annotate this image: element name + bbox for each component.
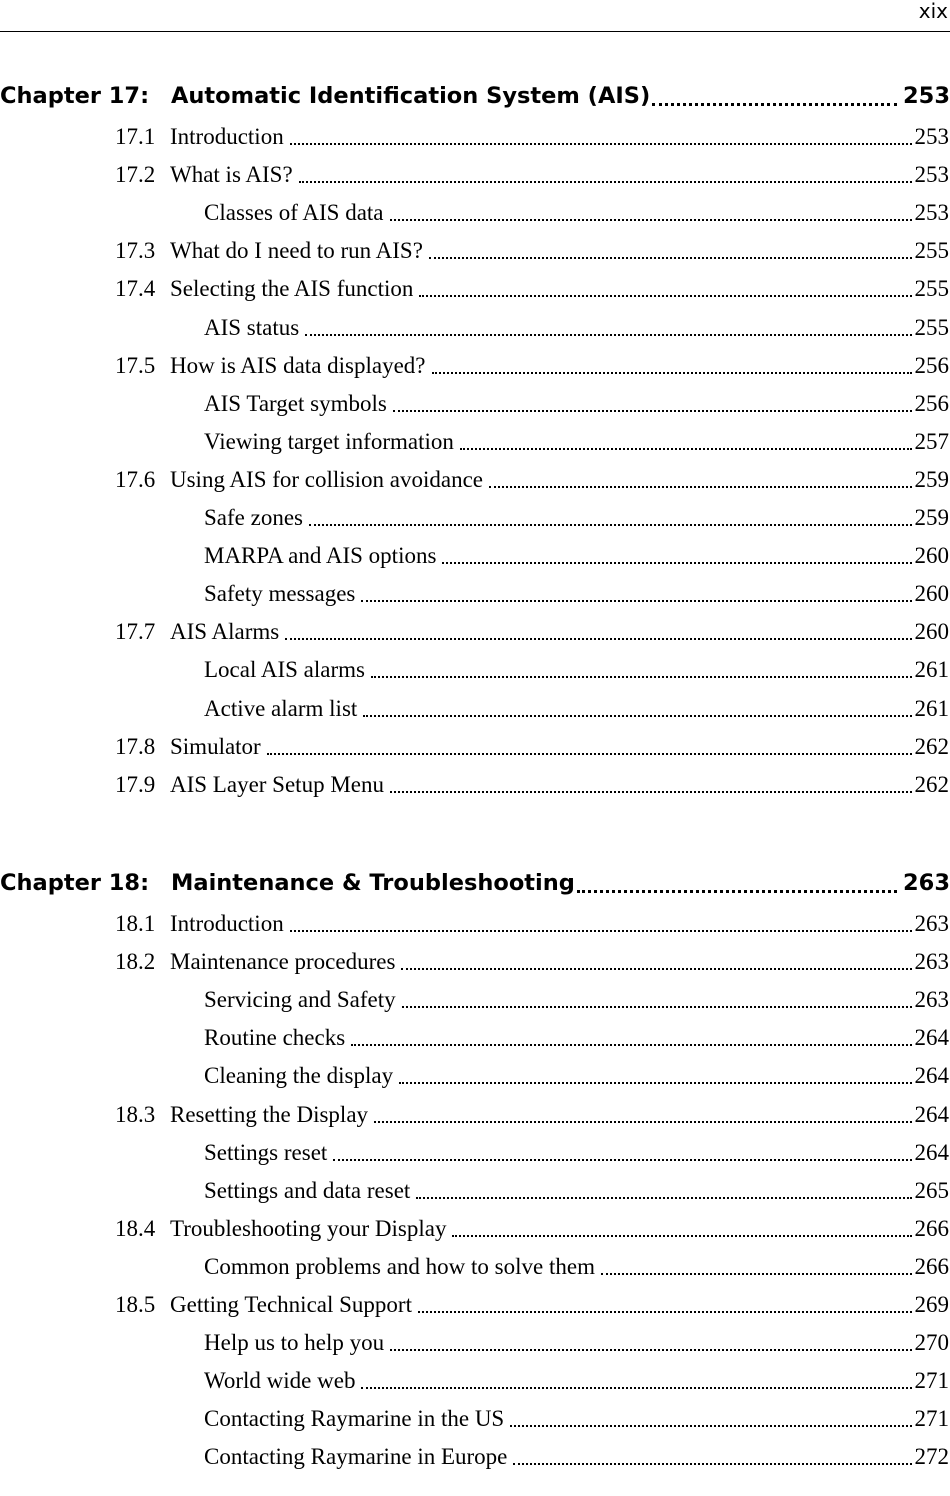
toc-section-entry[interactable] xyxy=(115,274,949,304)
entry-page-number: 263 xyxy=(914,949,949,975)
section-number: 18.5 xyxy=(115,1292,156,1317)
entry-title: Help us to help you xyxy=(204,1330,385,1356)
toc-section-entry[interactable] xyxy=(115,465,949,495)
entry-title: Servicing and Safety xyxy=(204,987,396,1013)
chapter-title: Automatic Identification System (AIS) xyxy=(171,83,651,109)
entry-page-number: 260 xyxy=(914,581,949,607)
toc-section-entry[interactable] xyxy=(115,617,949,647)
entry-page-number: 263 xyxy=(914,911,949,936)
dot-leader xyxy=(351,1044,911,1046)
dot-leader xyxy=(361,600,911,602)
entry-title: Troubleshooting your Display xyxy=(170,1215,447,1241)
dot-leader xyxy=(402,1006,912,1008)
entry-title: What do I need to run AIS? xyxy=(170,238,423,264)
section-number: 17.2 xyxy=(115,162,156,188)
toc-subsection-entry[interactable] xyxy=(204,1328,949,1358)
dot-leader xyxy=(309,524,912,526)
entry-title: Settings reset xyxy=(204,1139,328,1165)
entry-page-number: 255 xyxy=(914,276,949,302)
dot-leader xyxy=(363,715,911,717)
toc-subsection-entry[interactable] xyxy=(204,503,949,533)
dot-leader xyxy=(285,638,911,640)
dot-leader xyxy=(290,143,912,145)
dot-leader xyxy=(267,753,912,755)
entry-page-number: 256 xyxy=(914,390,949,416)
toc-section-entry[interactable] xyxy=(115,770,949,800)
entry-title: Contacting Raymarine in the US xyxy=(204,1406,505,1432)
entry-title: Simulator xyxy=(170,733,261,759)
section-number: 17.4 xyxy=(115,276,156,302)
dot-leader xyxy=(577,890,897,893)
toc-subsection-entry[interactable] xyxy=(204,1061,949,1091)
toc-section-entry[interactable] xyxy=(115,160,949,190)
entry-page-number: 264 xyxy=(914,1101,949,1127)
entry-page-number: 255 xyxy=(914,238,949,264)
toc-subsection-entry[interactable] xyxy=(204,579,949,609)
toc-section-entry[interactable] xyxy=(115,732,949,762)
section-number: 17.5 xyxy=(115,352,156,378)
entry-page-number: 264 xyxy=(914,1139,949,1165)
toc-subsection-entry[interactable] xyxy=(204,1023,949,1053)
dot-leader xyxy=(371,676,912,678)
entry-title: Introduction xyxy=(170,911,284,936)
entry-title: Local AIS alarms xyxy=(204,657,365,683)
entry-page-number: 255 xyxy=(914,314,949,340)
entry-title: Routine checks xyxy=(204,1025,346,1051)
toc-subsection-entry[interactable] xyxy=(204,1442,949,1472)
entry-title: AIS status xyxy=(204,314,300,340)
entry-page-number: 253 xyxy=(914,162,949,188)
toc-subsection-entry[interactable] xyxy=(204,313,949,343)
chapter-page-number: 263 xyxy=(903,870,950,896)
dot-leader xyxy=(393,410,912,412)
section-number: 18.3 xyxy=(115,1101,156,1127)
entry-page-number: 261 xyxy=(914,695,949,721)
entry-page-number: 270 xyxy=(914,1330,949,1356)
page-number: xix xyxy=(918,0,948,23)
toc-section-entry[interactable] xyxy=(115,122,949,152)
entry-page-number: 253 xyxy=(914,200,949,226)
entry-title: Getting Technical Support xyxy=(170,1292,412,1317)
dot-leader xyxy=(361,1387,911,1389)
entry-page-number: 265 xyxy=(914,1177,949,1203)
chapter-heading[interactable] xyxy=(0,866,950,900)
entry-page-number: 260 xyxy=(914,619,949,645)
entry-page-number: 253 xyxy=(914,124,949,149)
entry-title: Classes of AIS data xyxy=(204,200,384,226)
dot-leader xyxy=(513,1463,911,1465)
toc-subsection-entry[interactable] xyxy=(204,427,949,457)
entry-title: How is AIS data displayed? xyxy=(170,352,426,378)
chapter-page-number: 253 xyxy=(903,83,950,109)
entry-page-number: 262 xyxy=(914,733,949,759)
entry-title: World wide web xyxy=(204,1368,356,1394)
dot-leader xyxy=(652,103,897,106)
toc-subsection-entry[interactable] xyxy=(204,1176,949,1206)
dot-leader xyxy=(432,372,912,374)
toc-section-entry[interactable] xyxy=(115,1290,949,1320)
toc-subsection-entry[interactable] xyxy=(204,985,949,1015)
entry-page-number: 264 xyxy=(914,1063,949,1089)
entry-page-number: 257 xyxy=(914,428,949,454)
dot-leader xyxy=(418,1311,912,1313)
dot-leader xyxy=(442,562,911,564)
toc-section-entry[interactable] xyxy=(115,947,949,977)
dot-leader xyxy=(460,448,912,450)
entry-title: Contacting Raymarine in Europe xyxy=(204,1444,508,1470)
section-number: 18.2 xyxy=(115,949,156,975)
entry-page-number: 261 xyxy=(914,657,949,683)
entry-page-number: 272 xyxy=(914,1444,949,1470)
entry-title: Settings and data reset xyxy=(204,1177,411,1203)
dot-leader xyxy=(374,1121,911,1123)
entry-title: AIS Target symbols xyxy=(204,390,387,416)
entry-title: Resetting the Display xyxy=(170,1101,369,1127)
entry-page-number: 260 xyxy=(914,543,949,569)
section-number: 17.7 xyxy=(115,619,156,645)
section-number: 17.6 xyxy=(115,466,156,492)
section-number: 17.3 xyxy=(115,238,156,264)
entry-page-number: 271 xyxy=(914,1406,949,1432)
chapter-number: Chapter 18: xyxy=(0,870,150,896)
entry-title: Introduction xyxy=(170,124,284,149)
entry-page-number: 266 xyxy=(914,1253,949,1279)
toc-subsection-entry[interactable] xyxy=(204,389,949,419)
toc-subsection-entry[interactable] xyxy=(204,655,949,685)
toc-subsection-entry[interactable] xyxy=(204,1252,949,1282)
entry-page-number: 259 xyxy=(914,505,949,530)
toc-subsection-entry[interactable] xyxy=(204,694,949,724)
entry-title: Viewing target information xyxy=(204,428,454,454)
dot-leader xyxy=(290,930,912,932)
dot-leader xyxy=(510,1425,911,1427)
dot-leader xyxy=(601,1273,912,1275)
dot-leader xyxy=(429,257,912,259)
entry-page-number: 262 xyxy=(914,771,949,797)
toc-subsection-entry[interactable] xyxy=(204,541,949,571)
entry-page-number: 264 xyxy=(914,1025,949,1051)
entry-title: Maintenance procedures xyxy=(170,949,396,975)
toc-subsection-entry[interactable] xyxy=(204,1366,949,1396)
entry-page-number: 256 xyxy=(914,352,949,378)
entry-title: Cleaning the display xyxy=(204,1063,394,1089)
dot-leader xyxy=(390,1349,911,1351)
chapter-heading[interactable] xyxy=(0,79,950,113)
dot-leader xyxy=(452,1235,911,1237)
toc-section-entry[interactable] xyxy=(115,351,949,381)
entry-page-number: 259 xyxy=(914,466,949,492)
entry-page-number: 271 xyxy=(914,1368,949,1394)
section-number: 18.1 xyxy=(115,911,156,936)
toc-section-entry[interactable] xyxy=(115,236,949,266)
entry-title: Safe zones xyxy=(204,505,303,530)
dot-leader xyxy=(419,295,911,297)
section-number: 17.8 xyxy=(115,733,156,759)
dot-leader xyxy=(305,334,911,336)
dot-leader xyxy=(390,219,912,221)
toc-section-entry[interactable] xyxy=(115,1214,949,1244)
dot-leader xyxy=(399,1082,911,1084)
entry-title: MARPA and AIS options xyxy=(204,543,437,569)
toc-section-entry[interactable] xyxy=(115,909,949,939)
entry-title: Common problems and how to solve them xyxy=(204,1253,595,1279)
chapter-title: Maintenance & Troubleshooting xyxy=(171,870,575,896)
entry-title: Using AIS for collision avoidance xyxy=(170,466,484,492)
entry-title: AIS Alarms xyxy=(170,619,280,645)
toc-subsection-entry[interactable] xyxy=(204,1138,949,1168)
dot-leader xyxy=(333,1159,911,1161)
dot-leader xyxy=(489,486,911,488)
dot-leader xyxy=(401,968,911,970)
entry-page-number: 263 xyxy=(914,987,949,1013)
dot-leader xyxy=(390,791,912,793)
section-number: 17.9 xyxy=(115,771,156,797)
entry-title: AIS Layer Setup Menu xyxy=(170,771,384,797)
entry-title: Active alarm list xyxy=(204,695,358,721)
dot-leader xyxy=(299,181,912,183)
dot-leader xyxy=(416,1197,911,1199)
entry-title: What is AIS? xyxy=(170,162,293,188)
entry-page-number: 266 xyxy=(914,1215,949,1241)
section-number: 17.1 xyxy=(115,124,156,149)
section-number: 18.4 xyxy=(115,1215,156,1241)
toc-section-entry[interactable] xyxy=(115,1100,949,1130)
entry-title: Selecting the AIS function xyxy=(170,276,414,302)
chapter-number: Chapter 17: xyxy=(0,83,150,109)
entry-title: Safety messages xyxy=(204,581,356,607)
toc-subsection-entry[interactable] xyxy=(204,1404,949,1434)
toc-subsection-entry[interactable] xyxy=(204,198,949,228)
entry-page-number: 269 xyxy=(914,1292,949,1317)
